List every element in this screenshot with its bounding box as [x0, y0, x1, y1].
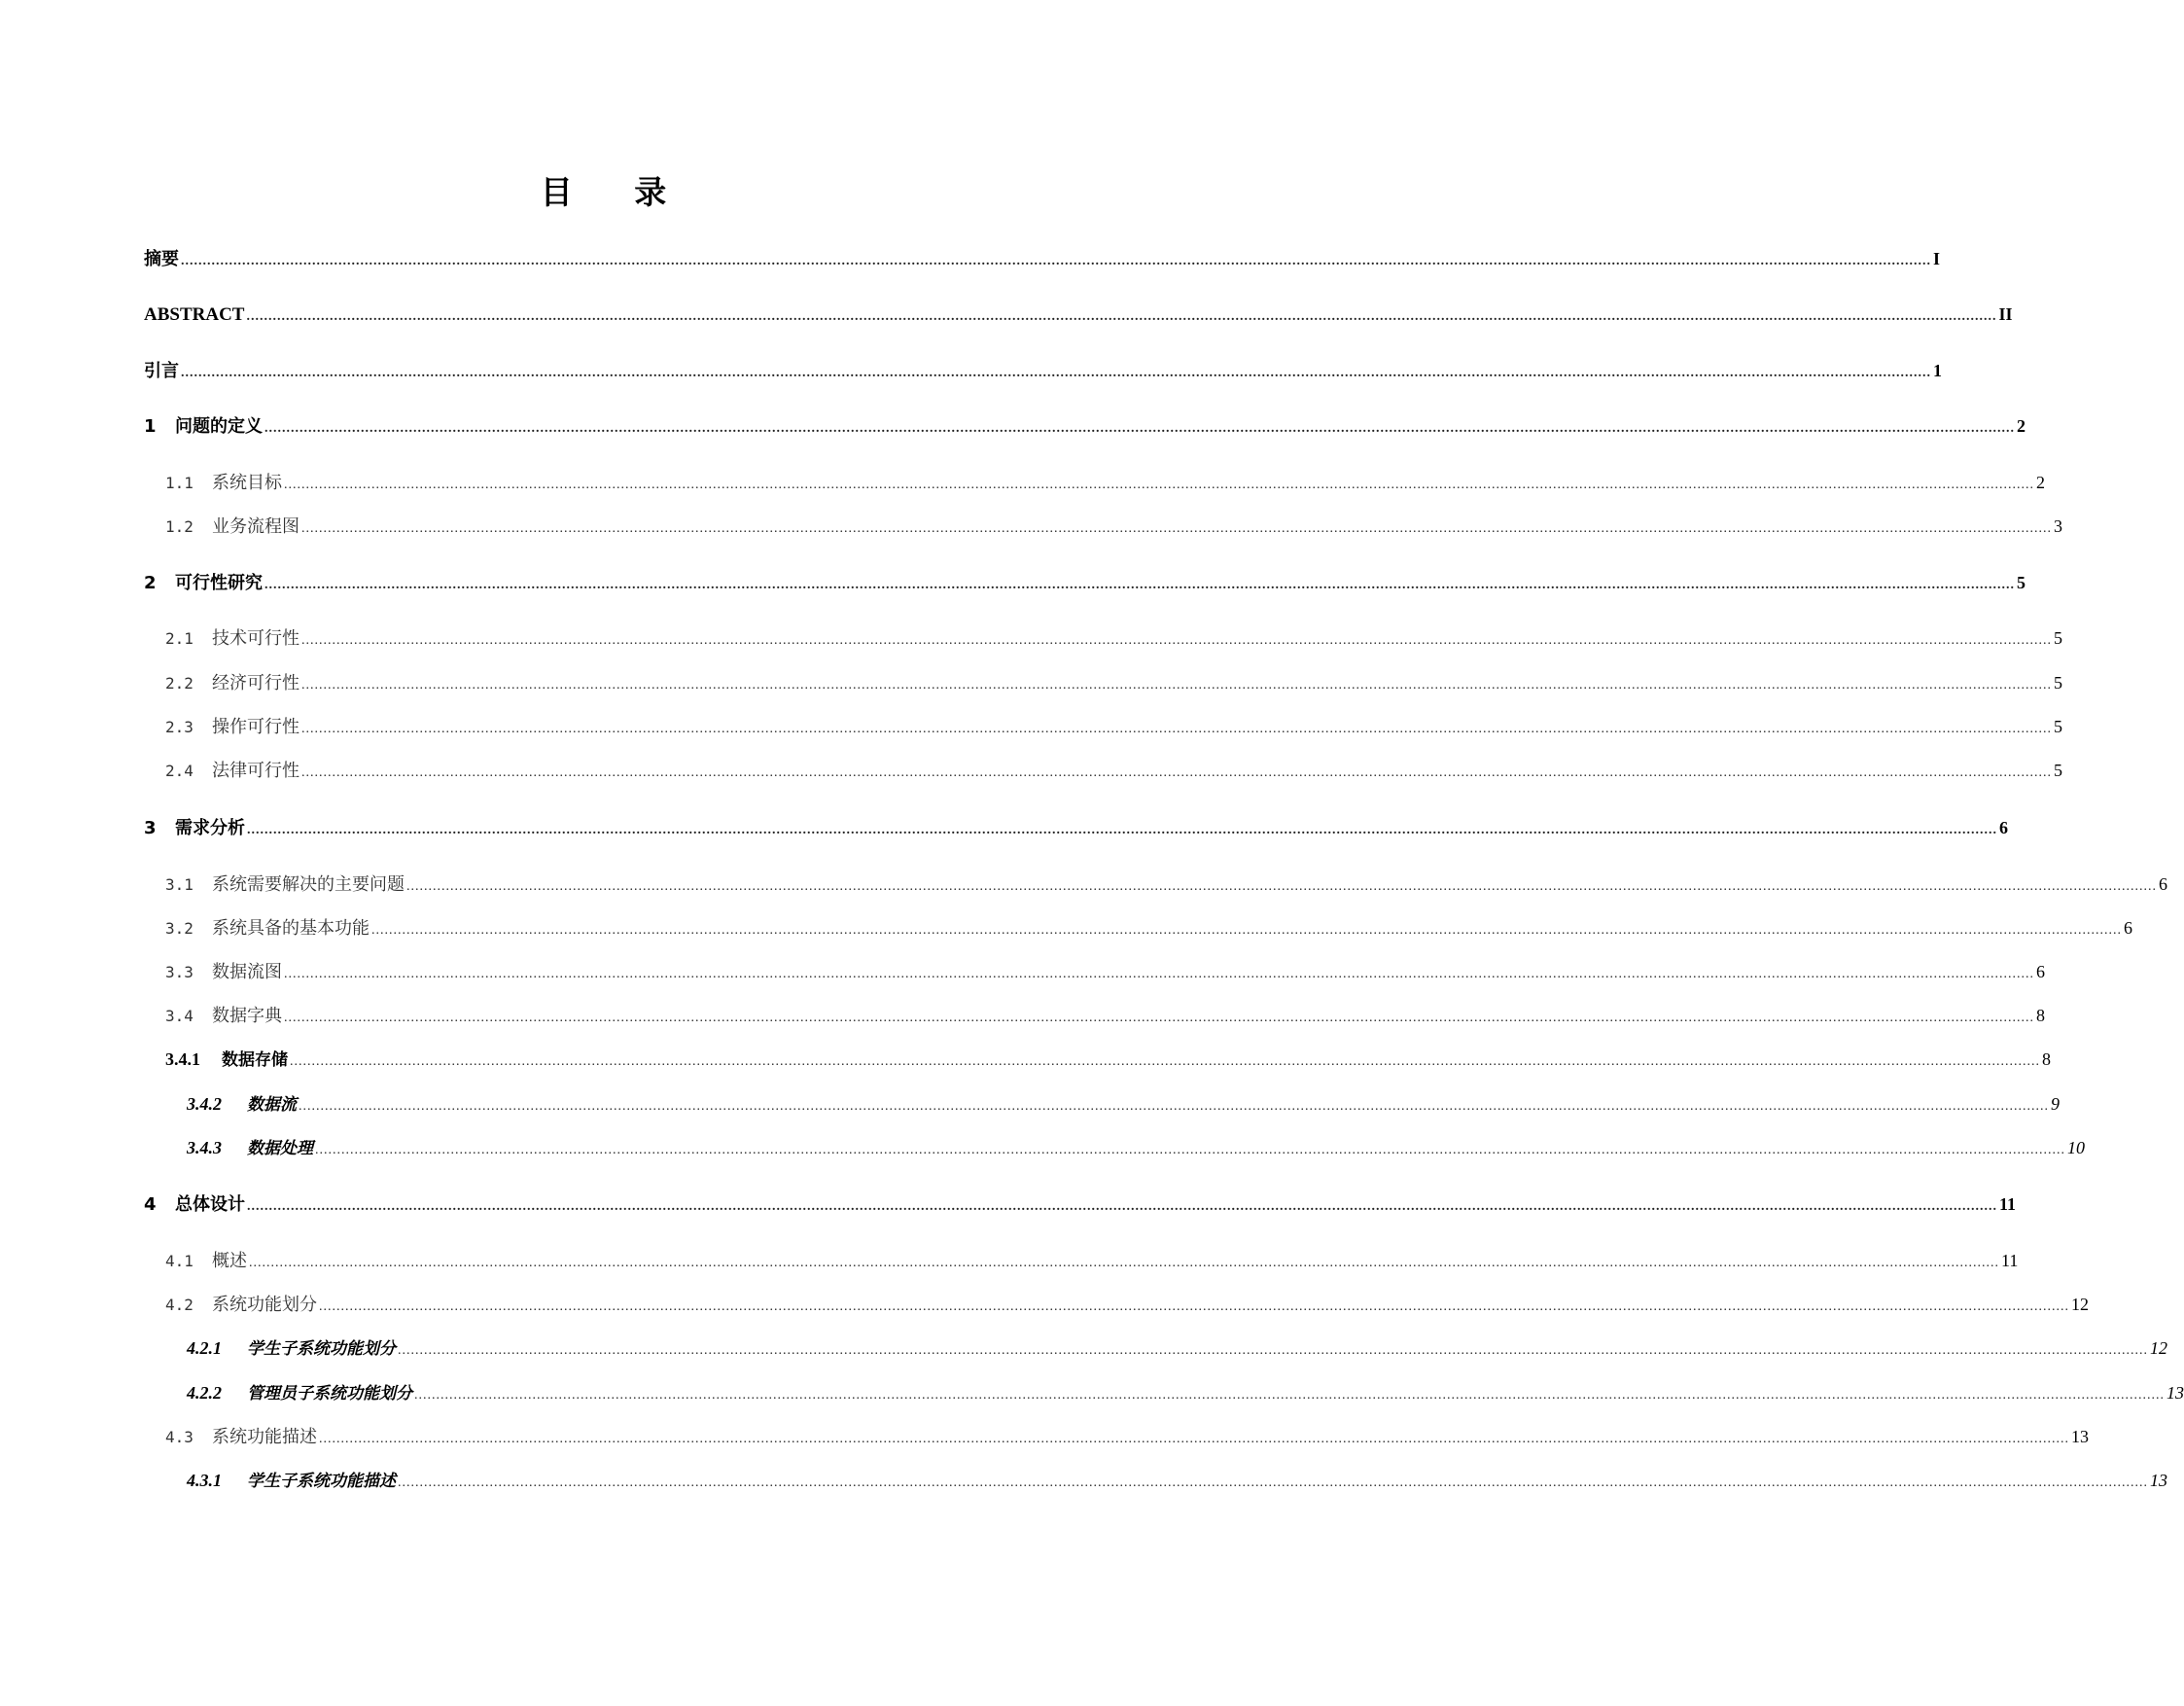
toc-entry-number: 2.3 [165, 718, 194, 736]
toc-entry[interactable] [187, 1135, 2085, 1163]
dot-leader: ................................................................................................................................................................................................................................................................................................................................................................................................................ [247, 823, 1997, 837]
toc-entry-page: 6 [2036, 962, 2045, 981]
toc-entry-number: 1 [144, 416, 157, 437]
toc-entry[interactable] [165, 714, 2062, 742]
toc-entry[interactable] [165, 514, 2062, 542]
toc-entry-label: 摘要 [144, 249, 179, 269]
toc-entry[interactable] [144, 413, 2025, 442]
toc-entry-label: 技术可行性 [212, 628, 299, 649]
dot-leader: ................................................................................................................................................................................................................................................................................................................................................................................................................ [284, 478, 2034, 492]
toc-entry-label: 管理员子系统功能划分 [247, 1384, 412, 1404]
toc-entry-number: 4.2.1 [187, 1338, 222, 1358]
dot-leader: ................................................................................................................................................................................................................................................................................................................................................................................................................ [315, 1143, 2065, 1157]
toc-entry-label: 数据字典 [212, 1006, 282, 1026]
toc-entry-label: 经济可行性 [212, 673, 299, 693]
toc-entry-page: 9 [2051, 1094, 2060, 1114]
toc-entry-page: 2 [2017, 416, 2025, 436]
toc-entry-label: 数据存储 [222, 1050, 288, 1070]
toc-entry[interactable] [165, 758, 2062, 786]
toc-entry[interactable] [144, 246, 1941, 274]
toc-entry[interactable] [165, 915, 2132, 943]
toc-entry-page: 5 [2054, 717, 2062, 736]
dot-leader: ................................................................................................................................................................................................................................................................................................................................................................................................................ [284, 967, 2034, 981]
toc-entry-label: 系统具备的基本功能 [212, 918, 370, 939]
dot-leader: ................................................................................................................................................................................................................................................................................................................................................................................................................ [301, 765, 2052, 780]
toc-entry[interactable] [144, 815, 2008, 843]
toc-entry-label: 系统需要解决的主要问题 [212, 874, 405, 895]
toc-entry-number: 3.4.3 [187, 1138, 222, 1157]
toc-entry-label: 系统功能描述 [212, 1427, 317, 1447]
toc-entry-label: 操作可行性 [212, 717, 299, 737]
toc-entry-number: 2 [144, 573, 157, 593]
toc-entry-page: II [1998, 304, 2013, 324]
toc-entry-number: 3.2 [165, 919, 194, 938]
toc-entry-page: 5 [2017, 573, 2025, 592]
toc-entry-label: 问题的定义 [175, 416, 263, 437]
toc-entry-page: 1 [1933, 361, 1942, 380]
toc-entry[interactable] [165, 1424, 2089, 1452]
dot-leader: ................................................................................................................................................................................................................................................................................................................................................................................................................ [264, 578, 2015, 592]
toc-entry[interactable] [165, 625, 2062, 654]
toc-entry-label: 系统目标 [212, 473, 282, 493]
toc-entry-page: 11 [1999, 1194, 2017, 1214]
toc-entry[interactable] [187, 1380, 2184, 1408]
toc-entry-number: 1.2 [165, 517, 194, 536]
toc-entry-number: 4.3 [165, 1428, 194, 1446]
toc-entry[interactable] [144, 570, 2025, 598]
toc-entry-page: 6 [2124, 918, 2132, 938]
toc-entry[interactable] [165, 1292, 2089, 1320]
toc-entry-page: 6 [1999, 818, 2008, 837]
toc-entry-number: 4.2 [165, 1296, 194, 1314]
toc-entry-label: 法律可行性 [212, 761, 299, 781]
toc-entry-page: 6 [2159, 874, 2167, 894]
dot-leader: ................................................................................................................................................................................................................................................................................................................................................................................................................ [301, 678, 2052, 693]
toc-entry-label: ABSTRACT [144, 304, 245, 325]
dot-leader: ................................................................................................................................................................................................................................................................................................................................................................................................................ [371, 923, 2122, 938]
toc-entry-page: 3 [2054, 516, 2062, 536]
dot-leader: ................................................................................................................................................................................................................................................................................................................................................................................................................ [406, 879, 2157, 894]
toc-entry-page: 11 [2001, 1251, 2019, 1270]
dot-leader: ................................................................................................................................................................................................................................................................................................................................................................................................................ [319, 1432, 2069, 1446]
dot-leader: ................................................................................................................................................................................................................................................................................................................................................................................................................ [284, 1011, 2034, 1025]
toc-entry-page: 5 [2054, 673, 2062, 693]
toc-entry-page: 2 [2036, 473, 2045, 492]
toc-entry-label: 概述 [212, 1251, 247, 1271]
toc-entry-label: 学生子系统功能描述 [247, 1472, 396, 1491]
dot-leader: ................................................................................................................................................................................................................................................................................................................................................................................................................ [301, 722, 2052, 736]
toc-entry-number: 2.4 [165, 762, 194, 780]
dot-leader: ................................................................................................................................................................................................................................................................................................................................................................................................................ [290, 1054, 2040, 1069]
toc-entry-number: 3.3 [165, 963, 194, 981]
toc-entry-number: 4 [144, 1194, 157, 1215]
dot-leader: ................................................................................................................................................................................................................................................................................................................................................................................................................ [181, 254, 1931, 268]
toc-entry[interactable] [187, 1468, 2167, 1496]
toc-entry[interactable] [144, 1191, 2017, 1220]
toc-entry-page: 8 [2042, 1049, 2051, 1069]
toc-entry-label: 系统功能划分 [212, 1295, 317, 1315]
toc-entry-label: 学生子系统功能划分 [247, 1339, 396, 1359]
toc-entry-number: 3 [144, 818, 157, 838]
dot-leader: ................................................................................................................................................................................................................................................................................................................................................................................................................ [246, 309, 1997, 324]
toc-entry-page: 12 [2071, 1295, 2089, 1314]
dot-leader: ................................................................................................................................................................................................................................................................................................................................................................................................................ [398, 1343, 2148, 1358]
dot-leader: ................................................................................................................................................................................................................................................................................................................................................................................................................ [299, 1099, 2049, 1114]
toc-entry-label: 引言 [144, 361, 179, 381]
toc-entry-number: 4.1 [165, 1252, 194, 1270]
toc-entry-page: 5 [2054, 761, 2062, 780]
dot-leader: ................................................................................................................................................................................................................................................................................................................................................................................................................ [301, 521, 2052, 536]
dot-leader: ................................................................................................................................................................................................................................................................................................................................................................................................................ [301, 633, 2052, 648]
toc-entry[interactable] [165, 1248, 2019, 1276]
toc-entry-number: 4.3.1 [187, 1471, 222, 1490]
toc-entry-number: 2.1 [165, 629, 194, 648]
toc-entry-label: 数据流图 [212, 962, 282, 982]
toc-entry-number: 1.1 [165, 474, 194, 492]
page-title: 目 录 [540, 173, 692, 211]
toc-entry-number: 3.1 [165, 875, 194, 894]
toc-entry-page: 10 [2067, 1138, 2085, 1157]
toc-entry-number: 2.2 [165, 674, 194, 693]
toc-entry-label: 数据流 [247, 1095, 297, 1115]
dot-leader: ................................................................................................................................................................................................................................................................................................................................................................................................................ [181, 366, 1931, 380]
toc-entry-label: 数据处理 [247, 1139, 313, 1158]
toc-entry-page: 5 [2054, 628, 2062, 648]
dot-leader: ................................................................................................................................................................................................................................................................................................................................................................................................................ [414, 1388, 2165, 1403]
toc-entry[interactable] [165, 1047, 2051, 1075]
toc-entry-number: 3.4.2 [187, 1094, 222, 1114]
toc-entry-number: 4.2.2 [187, 1383, 222, 1403]
toc-entry[interactable] [187, 1091, 2060, 1120]
toc-entry[interactable] [144, 358, 1942, 386]
toc-entry-number: 3.4 [165, 1007, 194, 1025]
toc-entry-label: 需求分析 [175, 818, 245, 838]
toc-entry[interactable] [165, 871, 2167, 900]
toc-entry-label: 可行性研究 [175, 573, 263, 593]
toc-entry-page: I [1933, 249, 1941, 268]
toc-entry[interactable] [165, 959, 2045, 987]
toc-entry-number: 3.4.1 [165, 1049, 200, 1069]
toc-entry[interactable] [144, 302, 2013, 330]
toc-entry-page: 8 [2036, 1006, 2045, 1025]
toc-entry-page: 12 [2150, 1338, 2167, 1358]
toc-entry[interactable] [165, 470, 2045, 498]
dot-leader: ................................................................................................................................................................................................................................................................................................................................................................................................................ [264, 421, 2015, 436]
toc-entry[interactable] [165, 670, 2062, 698]
toc-entry-page: 13 [2071, 1427, 2089, 1446]
dot-leader: ................................................................................................................................................................................................................................................................................................................................................................................................................ [319, 1299, 2069, 1314]
dot-leader: ................................................................................................................................................................................................................................................................................................................................................................................................................ [398, 1475, 2148, 1490]
toc-entry-page: 13 [2150, 1471, 2167, 1490]
toc-entry[interactable] [165, 1003, 2045, 1031]
dot-leader: ................................................................................................................................................................................................................................................................................................................................................................................................................ [249, 1256, 1999, 1270]
toc-entry-page: 13 [2166, 1383, 2184, 1403]
dot-leader: ................................................................................................................................................................................................................................................................................................................................................................................................................ [247, 1199, 1997, 1214]
toc-entry-label: 总体设计 [175, 1194, 245, 1215]
toc-entry-label: 业务流程图 [212, 516, 299, 537]
toc-entry[interactable] [187, 1335, 2167, 1364]
